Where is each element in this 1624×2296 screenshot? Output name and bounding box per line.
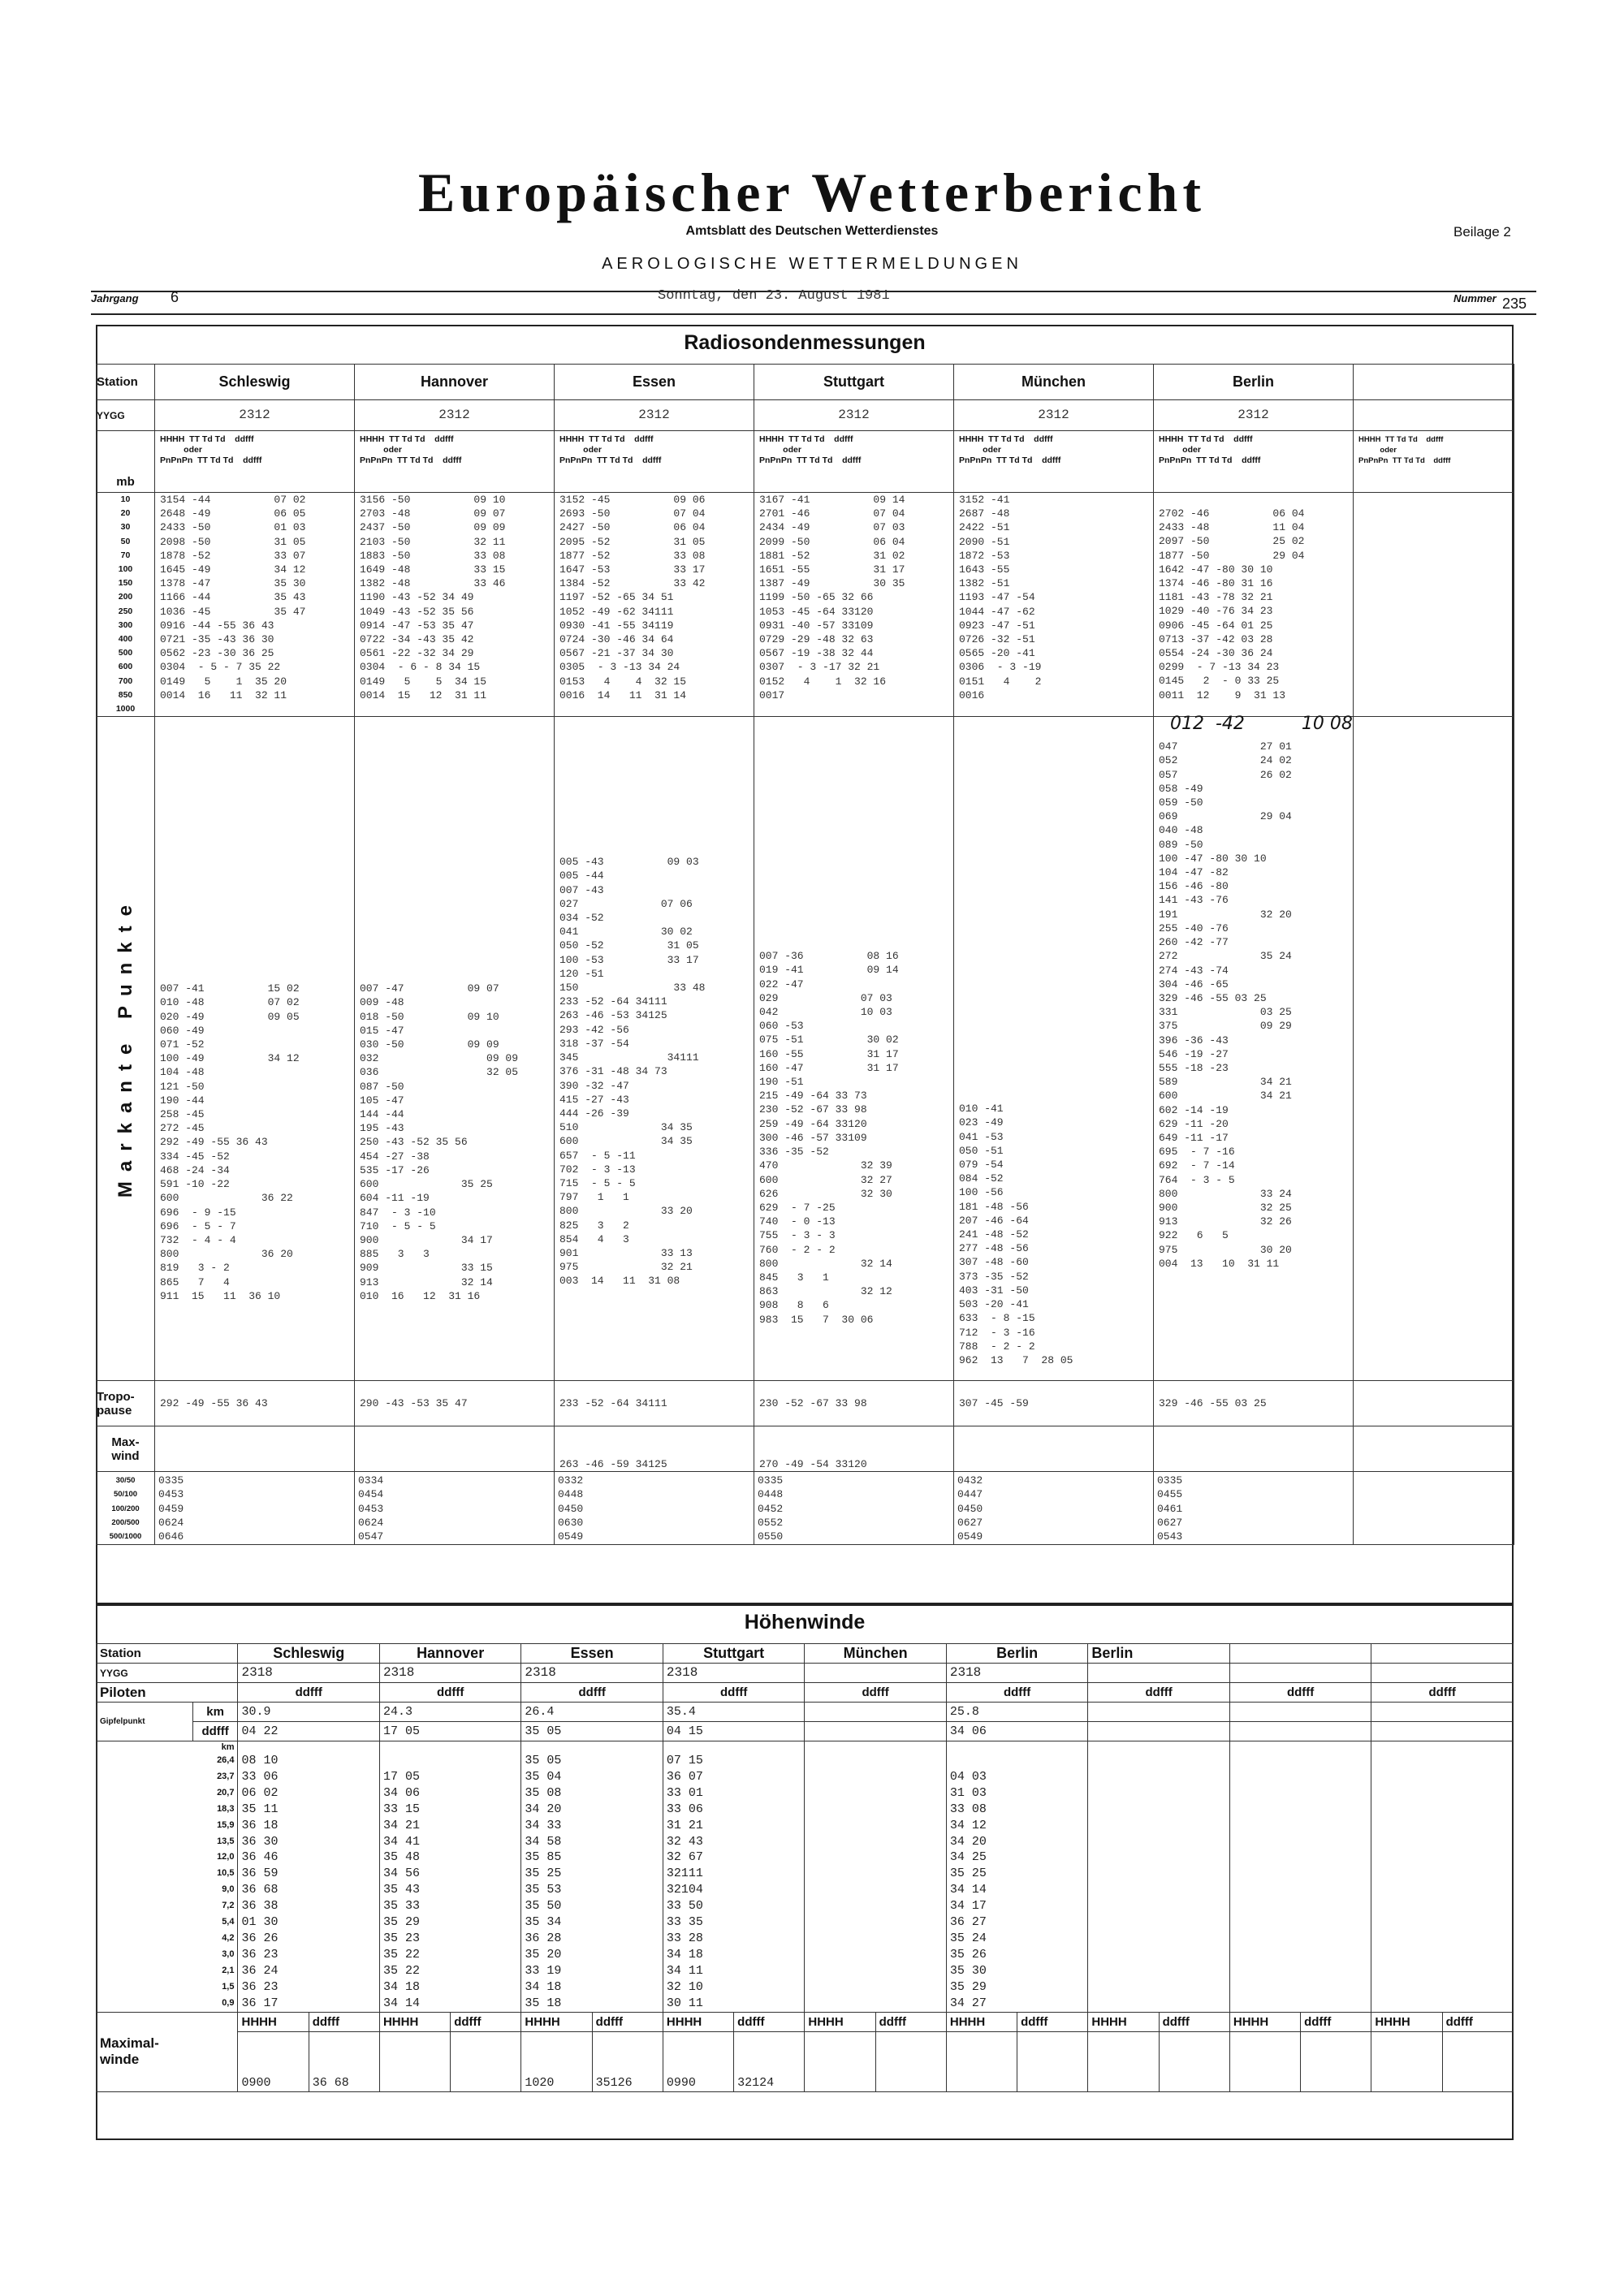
maxwind-value: 263 -46 -59 34125 [555,1426,754,1472]
markante-essen: 005 -43 09 03 005 -44 007 -43 027 07 06 034 -52 041 30 02 050 -52 31 05 100 -53 33 17 120 -51 150 33 48 233 -52 -64 34111 263 -46 -53 34125 293 -42 -56 318 -37 -54 345 34111 376 -31 -48 34 73 390 -32 -47 415 -27 -43 444 -26 -39 510 34 35 600 34 35 657 - 5 -11 702 - 3 -13 715 - 5 - 5 797 1 1 800 33 20 825 3 2 854 4 3 901 33 13 975 32 21 003 14 11 31 08 [555,717,754,1381]
maxwind-ddfff [875,2031,946,2091]
maxwind-ddfff: 36 68 [309,2031,379,2091]
maxwind-value [1154,1426,1354,1472]
ddfff-header: ddfff [521,1683,663,1703]
maxwind-ddfff [1442,2031,1513,2091]
ddfff-header: ddfff [1229,1683,1371,1703]
yygg-value: 2312 [555,400,754,431]
station-berlin: Berlin [1154,365,1354,400]
station-muenchen: München [954,365,1154,400]
ddfff-header: ddfff [946,1683,1088,1703]
column-header: HHHH TT Td Td ddfff oder PnPnPn TT Td Td ddfff [754,431,954,493]
gipfel-ddfff [1229,1722,1371,1741]
ddfff-header: ddfff [1088,1683,1230,1703]
maxwind-hhhh [805,2031,875,2091]
gipfel-km: 24.3 [379,1703,520,1722]
ddfff-header: ddfff [663,1683,804,1703]
wind-values [1354,1472,1514,1545]
main-levels-hannover: 3156 -50 09 10 2703 -48 09 07 2437 -50 09 09 2103 -50 32 11 1883 -50 33 08 1649 -48 33 15 1382 -48 33 46 1190 -43 -52 34 49 1049 -43 -52 35 56 0914 -47 -53 35 47 0722 -34 -43 35 42 0561 -22 -32 34 29 0304 - 6 - 8 34 15 0149 5 5 34 15 0014 15 12 31 11 [355,493,555,717]
hw-yygg [805,1664,946,1683]
maxwind-hhhh [1229,2031,1300,2091]
hw-col-schleswig: 08 10 33 06 06 02 35 11 36 18 36 30 36 46 36 59 36 68 36 38 01 30 36 26 36 23 36 24 36 23 36 17 [238,1741,379,2013]
tropopause-value: 307 -45 -59 [954,1381,1154,1426]
main-levels-berlin: 2702 -46 06 04 2433 -48 11 04 2097 -50 25 02 1877 -50 29 04 1642 -47 -80 30 10 1374 -46 -80 31 16 1181 -43 -78 32 21 1029 -40 -76 34 23 0906 -45 -64 01 25 0713 -37 -42 03 28 0554 -24 -30 36 24 0299 - 7 -13 34 23 0145 2 - 0 33 25 0011 12 9 31 13 [1154,493,1354,717]
hw-yygg: 2318 [663,1664,804,1683]
markante-schleswig: 007 -41 15 02 010 -48 07 02 020 -49 09 05 060 -49 071 -52 100 -49 34 12 104 -48 121 -50 190 -44 258 -45 272 -45 292 -49 -55 36 43 334 -45 -52 468 -24 -34 591 -10 -22 600 36 22 696 - 9 -15 696 - 5 - 7 732 - 4 - 4 800 36 20 819 3 - 2 865 7 4 911 15 11 36 10 [155,717,355,1381]
wind-values: 0335 0455 0461 0627 0543 [1154,1472,1354,1545]
yygg-label: YYGG [97,400,155,431]
hw-yygg [1371,1664,1514,1683]
hw-col-muenchen [805,1741,946,2013]
ddfff-header: ddfff [875,2012,946,2031]
column-header: HHHH TT Td Td ddfff oder PnPnPn TT Td Td ddfff [155,431,355,493]
column-header: HHHH TT Td Td ddfff oder PnPnPn TT Td Td ddfff [1154,431,1354,493]
markante-label: Markante Punkte [114,896,136,1198]
mb-levels: 10 20 30 50 70 100 150 200 250 300 400 500 600 700 850 1000 [97,493,155,717]
wind-values: 0432 0447 0450 0627 0549 [954,1472,1154,1545]
maxwind-hhhh [1371,2031,1442,2091]
gipfel-km [1088,1703,1230,1722]
hoehenwinde-title: Höhenwinde [744,1611,866,1634]
tropopause-value: 290 -43 -53 35 47 [355,1381,555,1426]
hw-yygg [1229,1664,1371,1683]
wind-values: 0335 0453 0459 0624 0646 [155,1472,355,1545]
ddfff-header: ddfff [592,2012,663,2031]
maxwind-ddfff [451,2031,521,2091]
gipfel-km [1229,1703,1371,1722]
maxwind-value [355,1426,555,1472]
station-essen: Essen [555,365,754,400]
ddfff-header: ddfff [1442,2012,1513,2031]
main-levels-schleswig: 3154 -44 07 02 2648 -49 06 05 2433 -50 01 03 2098 -50 31 05 1878 -52 33 07 1645 -49 34 12 1378 -47 35 30 1166 -44 35 43 1036 -45 35 47 0916 -44 -55 36 43 0721 -35 -43 36 30 0562 -23 -30 36 25 0304 - 5 - 7 35 22 0149 5 1 35 20 0014 16 11 32 11 [155,493,355,717]
gipfel-ddfff [805,1722,946,1741]
hw-station-berlin: Berlin [946,1644,1088,1664]
ddfff-header: ddfff [734,2012,805,2031]
yygg-value: 2312 [954,400,1154,431]
wind-levels: 30/50 50/100 100/200 200/500 500/1000 [97,1472,155,1545]
column-header: HHHH TT Td Td ddfff oder PnPnPn TT Td Td ddfff [1354,431,1514,493]
ddfff-header: ddfff [805,1683,946,1703]
hhhh-header: HHHH [1371,2012,1442,2031]
hw-station-empty [1229,1644,1371,1664]
hhhh-header: HHHH [1088,2012,1159,2031]
maxwind-hhhh: 1020 [521,2031,592,2091]
jahrgang-label: Jahrgang [91,292,139,304]
hhhh-header: HHHH [805,2012,875,2031]
yygg-value: 2312 [355,400,555,431]
tropopause-value: 292 -49 -55 36 43 [155,1381,355,1426]
maxwind-hhhh [379,2031,450,2091]
ddfff-header: ddfff [1159,2012,1229,2031]
maxwind-hhhh [946,2031,1017,2091]
ddfff-header: ddfff [309,2012,379,2031]
maximalwinde-label: Maximal- winde [97,2012,238,2091]
mb-label: mb [97,431,155,493]
hw-station-empty [1371,1644,1514,1664]
ddfff-header: ddfff [451,2012,521,2031]
main-levels-stuttgart: 3167 -41 09 14 2701 -46 07 04 2434 -49 07 03 2099 -50 06 04 1881 -52 31 02 1651 -55 31 17 1387 -49 30 35 1199 -50 -65 32 66 1053 -45 -64 33120 0931 -40 -57 33109 0729 -29 -48 32 63 0567 -19 -38 32 44 0307 - 3 -17 32 21 0152 4 1 32 16 0017 [754,493,954,717]
subtitle: Amtsblatt des Deutschen Wetterdienstes [685,224,939,238]
hoehenwinde-table [96,1643,1514,2092]
maxwind-ddfff: 35126 [592,2031,663,2091]
jahrgang-value: 6 [171,289,179,305]
hw-yygg: 2318 [521,1664,663,1683]
km-label: km [192,1703,238,1722]
hhhh-header: HHHH [379,2012,450,2031]
hw-yygg: 2318 [946,1664,1088,1683]
maxwind-hhhh: 0990 [663,2031,733,2091]
piloten-label: Piloten [97,1683,238,1703]
markante-empty [1354,717,1514,1381]
yygg-value: 2312 [754,400,954,431]
hhhh-header: HHHH [521,2012,592,2031]
station-empty [1354,365,1514,400]
hw-col-berlin: 04 03 31 03 33 08 34 12 34 20 34 25 35 25 34 14 34 17 36 27 35 24 35 26 35 30 35 29 34 27 [946,1741,1088,2013]
ddfff-header: ddfff [1017,2012,1088,2031]
gipfel-ddfff [1371,1722,1514,1741]
ddfff-header: ddfff [1301,2012,1371,2031]
tropopause-value [1354,1381,1514,1426]
hhhh-header: HHHH [946,2012,1017,2031]
maxwind-label: Max- wind [97,1426,155,1472]
markante-muenchen: 010 -41 023 -49 041 -53 050 -51 079 -54 084 -52 100 -56 181 -48 -56 207 -46 -64 241 -48 -52 277 -48 -56 307 -48 -60 373 -35 -52 403 -31 -50 503 -20 -41 633 - 8 -15 712 - 3 -16 788 - 2 - 2 962 13 7 28 05 [954,717,1154,1381]
hw-yygg: 2318 [238,1664,379,1683]
hw-station-stuttgart: Stuttgart [663,1644,804,1664]
gipfel-km [805,1703,946,1722]
hw-station-muenchen: München [805,1644,946,1664]
maxwind-ddfff [1017,2031,1088,2091]
main-levels-muenchen: 3152 -41 2687 -48 2422 -51 2090 -51 1872 -53 1643 -55 1382 -51 1193 -47 -54 1044 -47 -62 0923 -47 -51 0726 -32 -51 0565 -20 -41 0306 - 3 -19 0151 4 2 0016 [954,493,1154,717]
markante-berlin: 012 -42 10 08 047 27 01 052 24 02 057 26 02 058 -49 059 -50 069 29 04 040 -48 089 -50 100 -47 -80 30 10 104 -47 -82 156 -46 -80 141 -43 -76 191 32 20 255 -40 -76 260 -42 -77 272 35 24 274 -43 -74 304 -46 -65 329 -46 -55 03 25 331 03 25 375 09 29 396 -36 -43 546 -19 -27 555 -18 -23 589 34 21 600 34 21 602 -14 -19 629 -11 -20 649 -11 -17 695 - 7 -16 692 - 7 -14 764 - 3 - 5 800 33 24 900 32 25 913 32 26 922 6 5 975 30 20 004 13 10 31 11 [1154,717,1354,1381]
hw-col-hannover: 17 05 34 06 33 15 34 21 34 41 35 48 34 56 35 43 35 33 35 29 35 23 35 22 35 22 34 18 34 14 [379,1741,520,2013]
main-levels-empty [1354,493,1514,717]
maxwind-hhhh: 0900 [238,2031,309,2091]
station-hannover: Hannover [355,365,555,400]
hw-station-label: Station [97,1644,238,1664]
gipfel-ddfff: 17 05 [379,1722,520,1741]
gipfel-km: 25.8 [946,1703,1088,1722]
tropopause-value: 233 -52 -64 34111 [555,1381,754,1426]
hw-station-hannover: Hannover [379,1644,520,1664]
gipfel-km: 30.9 [238,1703,379,1722]
hw-yygg [1088,1664,1230,1683]
maxwind-value [155,1426,355,1472]
yygg-value: 2312 [155,400,355,431]
maxwind-ddfff: 32124 [734,2031,805,2091]
tropopause-value: 329 -46 -55 03 25 [1154,1381,1354,1426]
gipfel-km: 26.4 [521,1703,663,1722]
tropopause-value: 230 -52 -67 33 98 [754,1381,954,1426]
radiosonden-title: Radiosondenmessungen [684,331,926,354]
wind-values: 0332 0448 0450 0630 0549 [555,1472,754,1545]
column-header: HHHH TT Td Td ddfff oder PnPnPn TT Td Td ddfff [355,431,555,493]
hw-col-empty [1088,1741,1230,2013]
nummer-value: 235 [1502,296,1527,312]
nummer-label: Nummer [1453,292,1497,304]
column-header: HHHH TT Td Td ddfff oder PnPnPn TT Td Td ddfff [555,431,754,493]
hw-col-stuttgart: 07 15 36 07 33 01 33 06 31 21 32 43 32 67 32111 32104 33 50 33 35 33 28 34 18 34 11 32 10 30 11 [663,1741,804,2013]
gipfel-ddfff [1088,1722,1230,1741]
issue-date: Sonntag, den 23. August 1981 [658,288,890,304]
gipfel-ddfff: 04 15 [663,1722,804,1741]
markante-hannover: 007 -47 09 07 009 -48 018 -50 09 10 015 -47 030 -50 09 09 032 09 09 036 32 05 087 -50 105 -47 144 -44 195 -43 250 -43 -52 35 56 454 -27 -38 535 -17 -26 600 35 25 604 -11 -19 847 - 3 -10 710 - 5 - 5 900 34 17 885 3 3 909 33 15 913 32 14 010 16 12 31 16 [355,717,555,1381]
maxwind-value: 270 -49 -54 33120 [754,1426,954,1472]
section-title: AEROLOGISCHE WETTERMELDUNGEN [602,255,1022,273]
hhhh-header: HHHH [1229,2012,1300,2031]
markante-label-cell [97,717,155,1381]
radiosonden-table [96,364,1514,1545]
ddfff-label: ddfff [192,1722,238,1741]
ddfff-header: ddfff [1371,1683,1514,1703]
handwritten-entry: 012 -42 10 08 [1170,714,1353,735]
km-levels: km 26,4 23,7 20,7 18,3 15,9 13,5 12,0 10,5 9,0 7,2 5,4 4,2 3,0 2,1 1,5 0,9 [97,1741,238,2013]
hw-yygg: 2318 [379,1664,520,1683]
hw-col-empty [1371,1741,1514,2013]
beilage-label: Beilage 2 [1453,224,1511,240]
markante-stuttgart: 007 -36 08 16 019 -41 09 14 022 -47 029 07 03 042 10 03 060 -53 075 -51 30 02 160 -55 31 17 160 -47 31 17 190 -51 215 -49 -64 33 73 230 -52 -67 33 98 259 -49 -64 33120 300 -46 -57 33109 336 -35 -52 470 32 39 600 32 27 626 32 30 629 - 7 -25 740 - 0 -13 755 - 3 - 3 760 - 2 - 2 800 32 14 845 3 1 863 32 12 908 8 6 983 15 7 30 06 [754,717,954,1381]
hw-station-berlin-2: Berlin [1088,1644,1230,1664]
station-label: Station [97,365,155,400]
hw-station-schleswig: Schleswig [238,1644,379,1664]
ddfff-header: ddfff [379,1683,520,1703]
station-schleswig: Schleswig [155,365,355,400]
maxwind-value [1354,1426,1514,1472]
page-title: Europäischer Wetterbericht [417,162,1206,223]
hw-col-essen: 35 05 35 04 35 08 34 20 34 33 34 58 35 85 35 25 35 53 35 50 35 34 36 28 35 20 33 19 34 18 35 18 [521,1741,663,2013]
gipfel-ddfff: 34 06 [946,1722,1088,1741]
station-stuttgart: Stuttgart [754,365,954,400]
maxwind-ddfff [1301,2031,1371,2091]
gipfel-ddfff: 35 05 [521,1722,663,1741]
main-levels-essen: 3152 -45 09 06 2693 -50 07 04 2427 -50 06 04 2095 -52 31 05 1877 -52 33 08 1647 -53 33 17 1384 -52 33 42 1197 -52 -65 34 51 1052 -49 -62 34111 0930 -41 -55 34119 0724 -30 -46 34 64 0567 -21 -37 34 30 0305 - 3 -13 34 24 0153 4 4 32 15 0016 14 11 31 14 [555,493,754,717]
tropopause-label: Tropo- pause [97,1381,155,1426]
yygg-value: 2312 [1154,400,1354,431]
hhhh-header: HHHH [663,2012,733,2031]
wind-values: 0334 0454 0453 0624 0547 [355,1472,555,1545]
maxwind-hhhh [1088,2031,1159,2091]
gipfel-km [1371,1703,1514,1722]
hw-yygg-label: YYGG [97,1664,238,1683]
ddfff-header: ddfff [238,1683,379,1703]
column-header: HHHH TT Td Td ddfff oder PnPnPn TT Td Td ddfff [954,431,1154,493]
hw-station-essen: Essen [521,1644,663,1664]
hw-col-empty [1229,1741,1371,2013]
maxwind-value [954,1426,1154,1472]
gipfel-ddfff: 04 22 [238,1722,379,1741]
gipfel-km: 35.4 [663,1703,804,1722]
wind-values: 0335 0448 0452 0552 0550 [754,1472,954,1545]
yygg-value [1354,400,1514,431]
hhhh-header: HHHH [238,2012,309,2031]
maxwind-ddfff [1159,2031,1229,2091]
gipfelpunkt-label: Gipfelpunkt [97,1703,193,1741]
